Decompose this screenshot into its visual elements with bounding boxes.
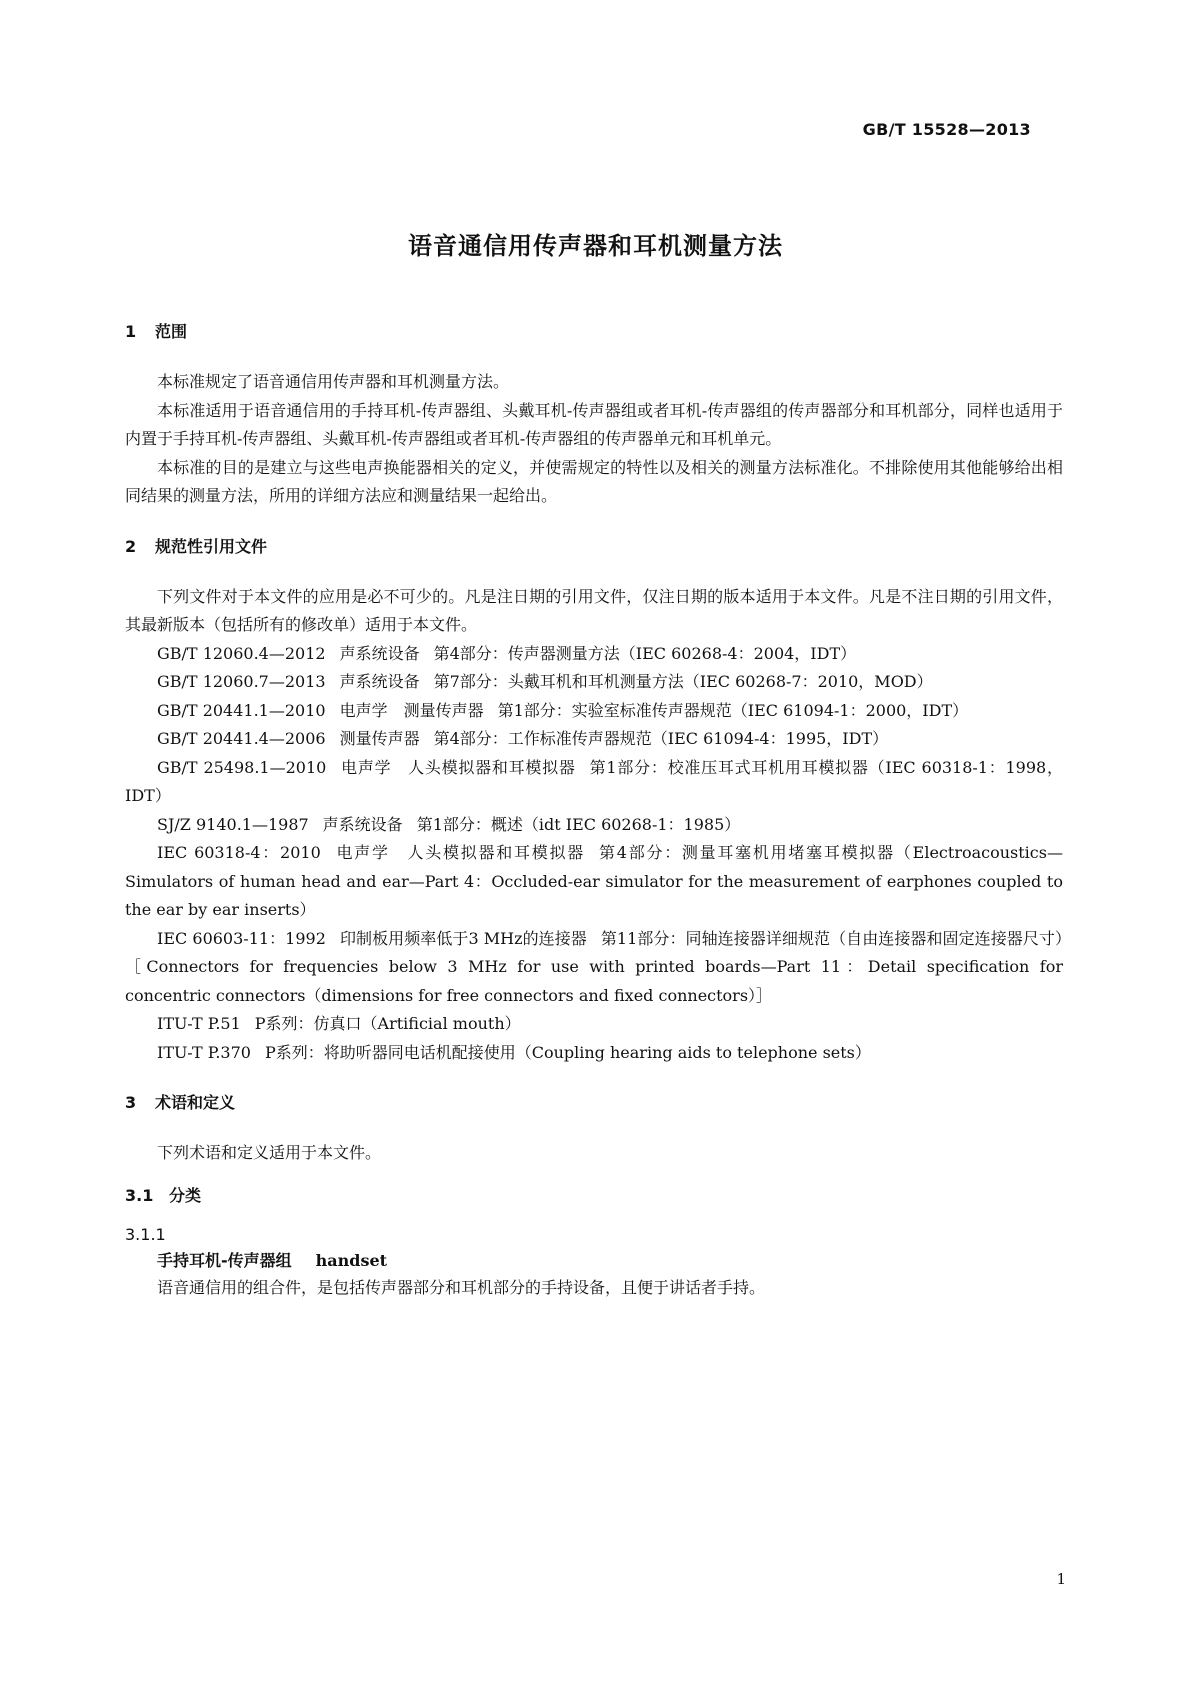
paragraph: 下列术语和定义适用于本文件。 <box>157 1143 382 1162</box>
reference-code: IEC 60318-4：2010 <box>157 843 321 862</box>
reference-title: P系列：仿真口（Artificial mouth） <box>254 1014 521 1033</box>
paragraph: 本标准适用于语音通信用的手持耳机-传声器组、头戴耳机-传声器组或者耳机-传声器组的传声器部分和耳机部分，同样也适用于内置于手持耳机-传声器组、头戴耳机-传声器组或者耳机-传声器组的传声器单元和耳机单元。 <box>125 400 1063 448</box>
section-title: 规范性引用文件 <box>155 536 268 556</box>
clause-number: 3.1.1 <box>125 1224 166 1244</box>
reference-code: GB/T 25498.1—2010 <box>157 757 327 777</box>
reference-title: 印制板用频率低于3 MHz的连接器 <box>339 928 587 948</box>
reference-part: 第1部分：实验室标准传声器规范（IEC 61094-1：2000，IDT） <box>497 700 969 720</box>
reference-title: 声系统设备 <box>339 643 420 663</box>
paragraph: 下列文件对于本文件的应用是必不可少的。凡是注日期的引用文件，仅注日期的版本适用于本文件。凡是不注日期的引用文件，其最新版本（包括所有的修改单）适用于本文件。 <box>125 586 1063 634</box>
reference-code: ITU-T P.370 <box>157 1042 251 1062</box>
section-title: 术语和定义 <box>155 1093 236 1112</box>
reference-part: 第11部分：同轴连接器详细规范（自由连接器和固定连接器尺寸）［Connectors for frequencies below 3 MHz for use with printed boards—Part 11：Detail specification for concentric connectors（dimensions for free connectors and fixed connectors）］ <box>125 928 1063 1005</box>
reference-item <box>125 839 1063 925</box>
reference-part: 第4部分：传声器测量方法（IEC 60268-4：2004，IDT） <box>433 643 857 663</box>
reference-item <box>125 1010 1063 1039</box>
reference-code: SJ/Z 9140.1—1987 <box>157 814 309 834</box>
section-title: 范围 <box>155 322 188 341</box>
paragraph: 本标准的目的是建立与这些电声换能器相关的定义，并使需规定的特性以及相关的测量方法标准化。不排除使用其他能够给出相同结果的测量方法，所用的详细方法应和测量结果一起给出。 <box>125 457 1063 505</box>
term-chinese: 手持耳机-传声器组 <box>157 1250 292 1270</box>
section-number: 1 <box>125 322 137 341</box>
term-definition: 语音通信用的组合件，是包括传声器部分和耳机部分的手持设备，且便于讲话者手持。 <box>157 1277 766 1297</box>
reference-part: 第4部分：测量耳塞机用堵塞耳模拟器（Electroacoustics—Simulators of human head and ear—Part 4：Occluded-ear simulator for the measurement of earphones coupled to the ear by ear inserts） <box>125 843 1063 919</box>
reference-part: 第7部分：头戴耳机和耳机测量方法（IEC 60268-7：2010，MOD） <box>433 672 933 691</box>
reference-item <box>125 754 1063 811</box>
reference-item <box>125 725 1063 754</box>
standard-code: GB/T 15528—2013 <box>862 120 1031 139</box>
section-heading-terms <box>125 1091 1063 1115</box>
document-body <box>125 320 1063 1302</box>
reference-part: 第4部分：工作标准传声器规范（IEC 61094-4：1995，IDT） <box>433 729 889 748</box>
document-title: 语音通信用传声器和耳机测量方法 <box>408 232 783 260</box>
reference-title: 声系统设备 <box>322 814 403 834</box>
reference-code: ITU-T P.51 <box>157 1014 241 1033</box>
reference-title: 声系统设备 <box>339 672 420 691</box>
page-number: 1 <box>1056 1570 1066 1588</box>
reference-item <box>125 811 1063 840</box>
term-entry <box>125 1248 1063 1274</box>
reference-title: 电声学 测量传声器 <box>339 700 484 720</box>
reference-part: 第1部分：概述（idt IEC 60268-1：1985） <box>416 814 741 834</box>
reference-item <box>125 697 1063 726</box>
reference-item <box>125 1039 1063 1068</box>
term-english: handset <box>315 1250 388 1270</box>
subsection-title: 分类 <box>169 1185 202 1205</box>
reference-title: 电声学 人头模拟器和耳模拟器 <box>340 757 576 777</box>
reference-part: 第1部分：校准压耳式耳机用耳模拟器（IEC 60318-1：1998，IDT） <box>125 757 1063 805</box>
section-number: 2 <box>125 536 137 556</box>
reference-code: GB/T 12060.4—2012 <box>157 643 326 663</box>
paragraph: 本标准规定了语音通信用传声器和耳机测量方法。 <box>157 372 510 391</box>
subsection-heading-classification <box>125 1184 1063 1208</box>
reference-item <box>125 668 1063 697</box>
reference-code: GB/T 12060.7—2013 <box>157 672 326 691</box>
reference-title: 电声学 人头模拟器和耳模拟器 <box>334 843 586 862</box>
reference-code: GB/T 20441.1—2010 <box>157 700 326 720</box>
reference-item <box>125 925 1063 1011</box>
reference-code: IEC 60603-11：1992 <box>157 928 326 948</box>
section-heading-scope <box>125 320 1063 344</box>
reference-title: P系列：将助听器同电话机配接使用（Coupling hearing aids to telephone sets） <box>264 1042 871 1062</box>
subsection-number: 3.1 <box>125 1185 154 1205</box>
reference-title: 测量传声器 <box>339 729 420 748</box>
section-number: 3 <box>125 1093 137 1112</box>
section-heading-normative-references <box>125 535 1063 559</box>
reference-item <box>125 640 1063 669</box>
reference-code: GB/T 20441.4—2006 <box>157 729 326 748</box>
